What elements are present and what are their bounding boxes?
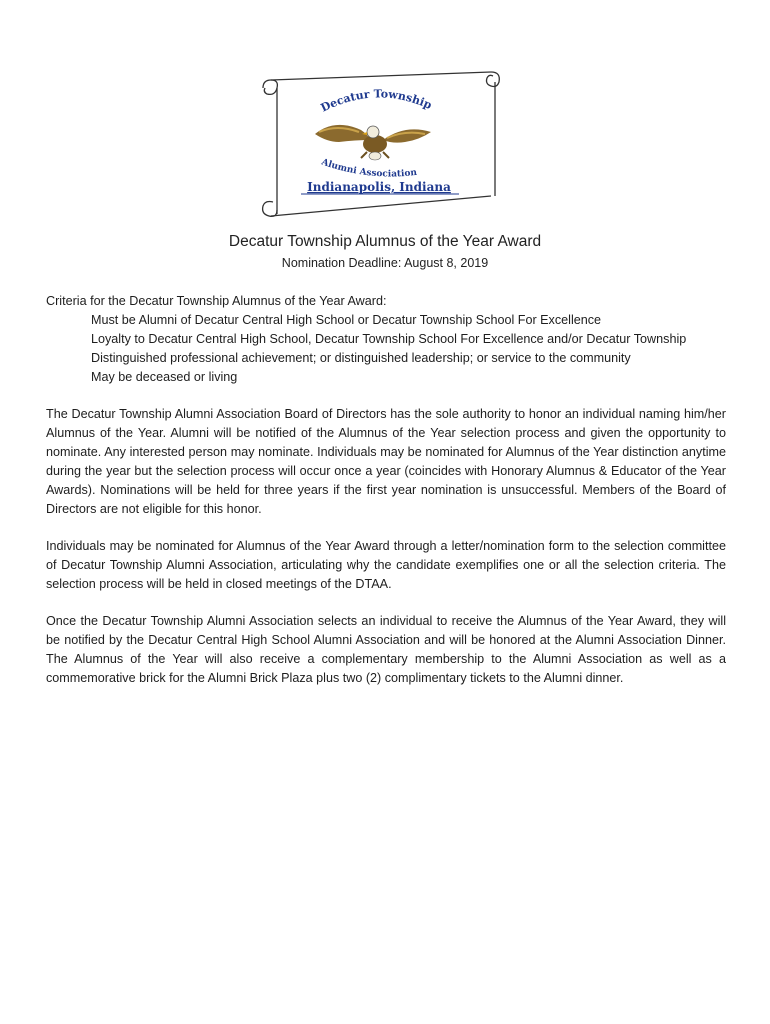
criteria-heading: Criteria for the Decatur Township Alumnus of the Year Award: bbox=[46, 294, 387, 308]
logo-top-text: Decatur Township bbox=[318, 87, 434, 115]
eagle-emblem-icon bbox=[315, 125, 431, 160]
paragraph-nomination-process: Individuals may be nominated for Alumnus of the Year Award through a letter/nomination form to the selection committee of Decatur Township Alumni Association, articulating why the candidate exemplifies one or all the selection criteria. The selection process will be held in closed meetings of the DTAA. bbox=[46, 539, 726, 591]
association-logo bbox=[255, 60, 505, 220]
paragraph-authority: The Decatur Township Alumni Association Board of Directors has the sole authority to honor an individual naming him/her Alumnus of the Year. Alumni will be notified of the Alumnus of the Year selection process and given the opportunity to nominate. Any interested person may nominate. Individuals may be nominated for Alumnus of the Year distinction anytime during the year but the selection process will occur once a year (coincides with Honorary Alumnus & Educator of the Year Awards). Nominations will be held for three years if the first year nomination is unsuccessful. Members of the Board of Directors are not eligible for this honor. bbox=[46, 407, 726, 516]
scroll-banner bbox=[255, 60, 505, 220]
criteria-item: Must be Alumni of Decatur Central High School or Decatur Township School For Excellence bbox=[91, 313, 602, 327]
logo-location-text: Indianapolis, Indiana bbox=[307, 180, 451, 194]
logo-bottom-text: Alumni Association bbox=[320, 157, 418, 180]
criteria-item: Loyalty to Decatur Central High School, Decatur Township School For Excellence and/or Decatur Township bbox=[91, 332, 687, 346]
nomination-deadline: Nomination Deadline: August 8, 2019 bbox=[281, 256, 489, 270]
page-title: Decatur Township Alumnus of the Year Award bbox=[228, 233, 542, 250]
paragraph-award-benefits: Once the Decatur Township Alumni Association selects an individual to receive the Alumnus of the Year Award, they will be notified by the Decatur Central High School Alumni Association and will be honored at the Alumni Association Dinner. The Alumnus of the Year will also receive a complementary membership to the Alumni Association as well as a commemorative brick for the Alumni Brick Plaza plus two (2) complimentary tickets to the Alumni dinner. bbox=[46, 614, 726, 685]
criteria-list bbox=[46, 311, 726, 387]
criteria-item: Distinguished professional achievement; or distinguished leadership; or service to the community bbox=[91, 351, 631, 365]
document-body bbox=[46, 292, 726, 688]
criteria-item: May be deceased or living bbox=[91, 370, 238, 384]
